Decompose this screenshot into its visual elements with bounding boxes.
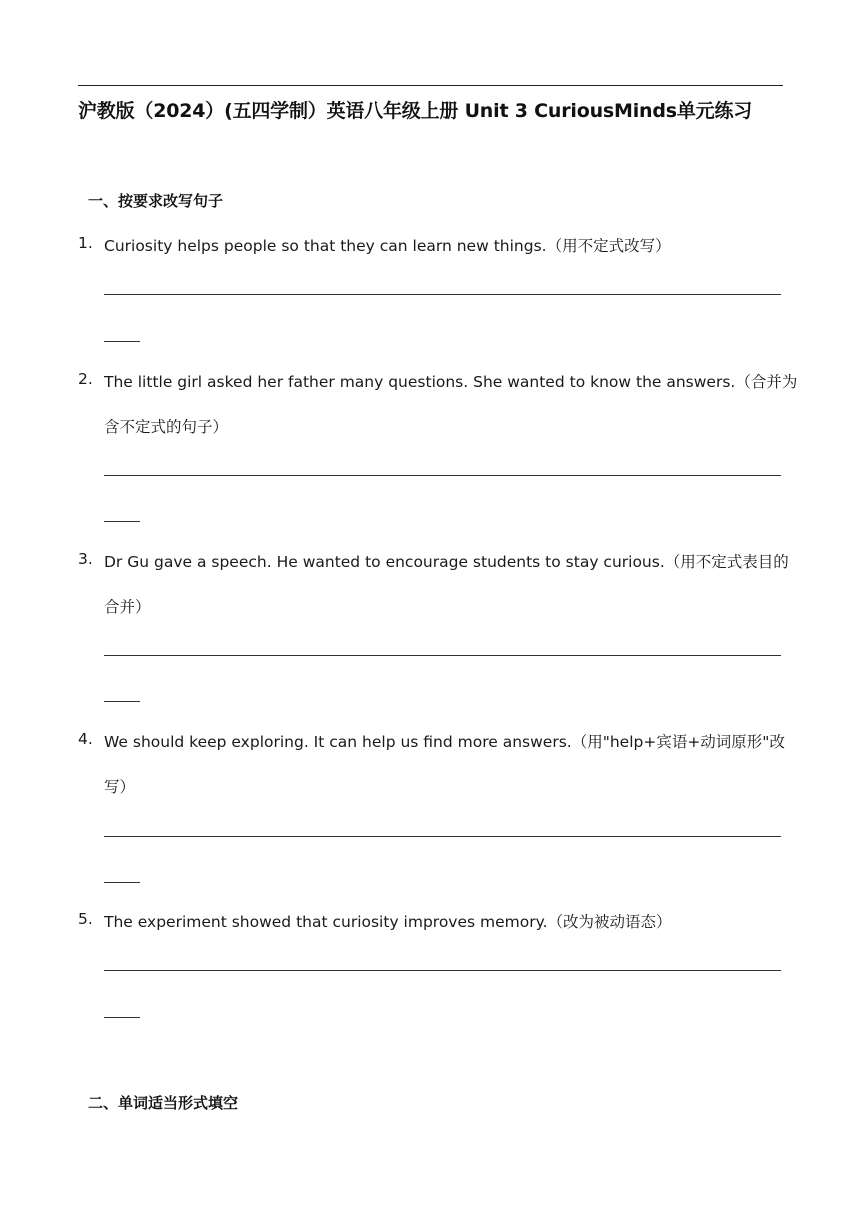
answer-line-tail[interactable] bbox=[104, 882, 140, 883]
question-text: The experiment showed that curiosity improves memory.（改为被动语态） bbox=[104, 913, 672, 931]
question-number: 4. bbox=[78, 730, 93, 748]
answer-line[interactable] bbox=[104, 970, 781, 971]
section-heading-rewrite: 一、按要求改写句子 bbox=[88, 192, 224, 210]
answer-line-tail[interactable] bbox=[104, 341, 140, 342]
answer-line-tail[interactable] bbox=[104, 701, 140, 702]
answer-line[interactable] bbox=[104, 475, 781, 476]
answer-line[interactable] bbox=[104, 655, 781, 656]
question-text: The little girl asked her father many questions. She wanted to know the answers.（合并为 bbox=[104, 373, 798, 391]
document-title: 沪教版（2024）(五四学制）英语八年级上册 Unit 3 CuriousMinds单元练习 bbox=[78, 100, 753, 122]
question-text-continued: 合并） bbox=[104, 598, 151, 616]
answer-line-tail[interactable] bbox=[104, 521, 140, 522]
question-number: 5. bbox=[78, 910, 93, 928]
answer-line[interactable] bbox=[104, 294, 781, 295]
question-text-continued: 含不定式的句子） bbox=[104, 418, 229, 436]
answer-line[interactable] bbox=[104, 836, 781, 837]
question-number: 3. bbox=[78, 550, 93, 568]
question-number: 2. bbox=[78, 370, 93, 388]
question-number: 1. bbox=[78, 234, 93, 252]
section-heading-word-forms: 二、单词适当形式填空 bbox=[88, 1094, 239, 1112]
question-text-continued: 写） bbox=[104, 778, 136, 796]
question-text: We should keep exploring. It can help us find more answers.（用"help+宾语+动词原形"改 bbox=[104, 733, 785, 751]
question-text: Dr Gu gave a speech. He wanted to encourage students to stay curious.（用不定式表目的 bbox=[104, 553, 789, 571]
question-text: Curiosity helps people so that they can learn new things.（用不定式改写） bbox=[104, 237, 671, 255]
answer-line-tail[interactable] bbox=[104, 1017, 140, 1018]
header-rule bbox=[78, 85, 783, 86]
